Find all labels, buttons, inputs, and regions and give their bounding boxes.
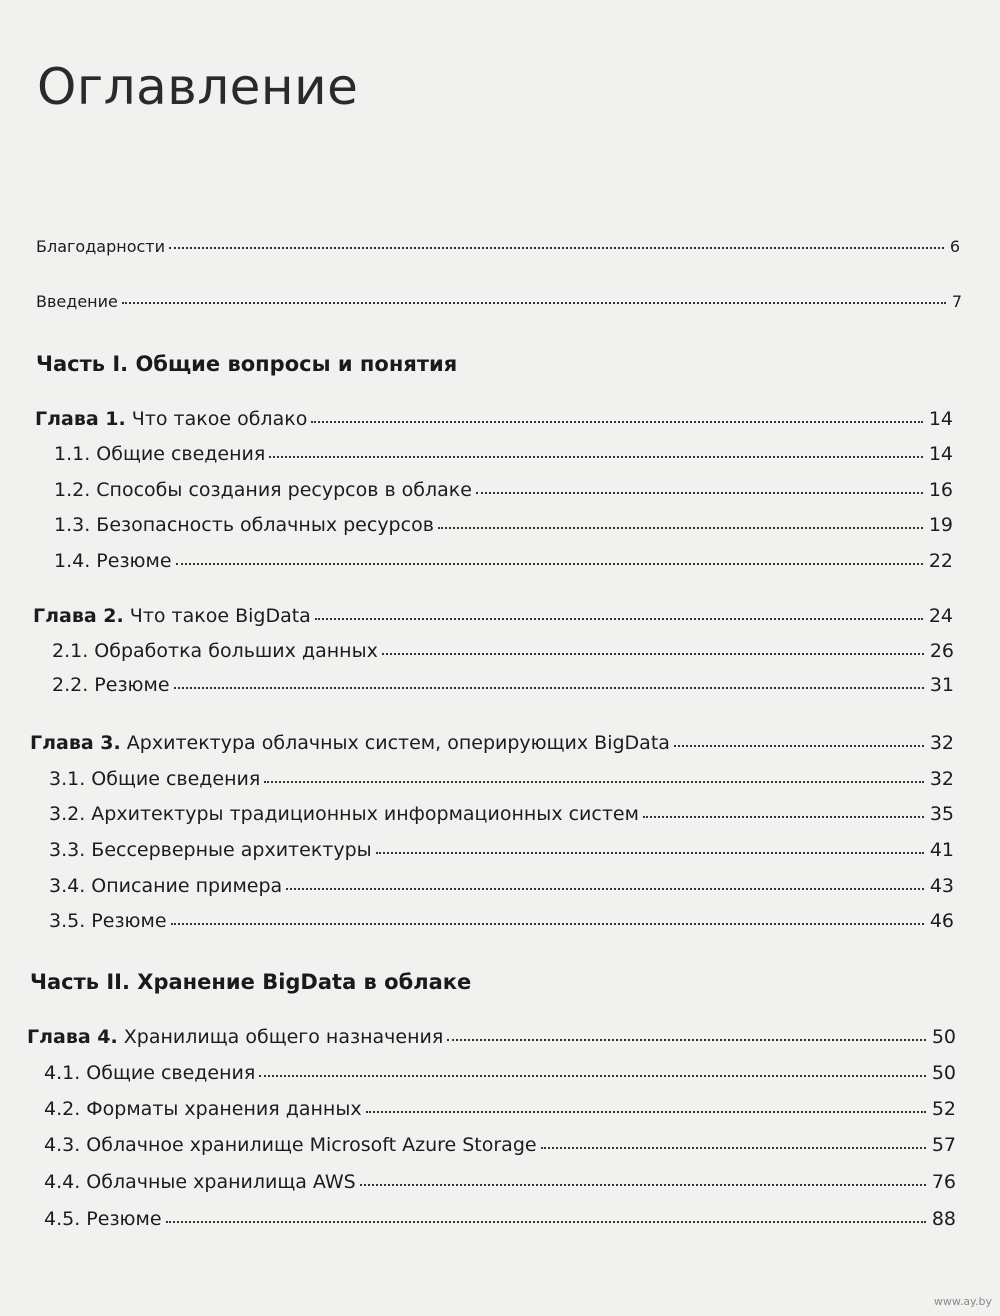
toc-label: 3.2. Архитектуры традиционных информационных систем: [49, 803, 639, 825]
leader-dots: [174, 687, 924, 689]
chapter-title: Архитектура облачных систем, оперирующих BigData: [120, 732, 670, 754]
toc-page: 50: [931, 1062, 956, 1084]
toc-label: 3.4. Описание примера: [49, 875, 283, 897]
toc-section[interactable]: [0, 435, 1000, 465]
leader-dots: [360, 1184, 926, 1186]
toc-section[interactable]: [0, 542, 1000, 572]
watermark: www.ay.by: [933, 1295, 992, 1308]
toc-label: Благодарности: [36, 237, 165, 256]
toc-page: 31: [929, 674, 954, 696]
toc-section[interactable]: [0, 902, 1000, 932]
leader-dots: [286, 888, 924, 890]
leader-dots: [438, 527, 923, 529]
leader-dots: [643, 816, 924, 818]
toc-label: 1.3. Безопасность облачных ресурсов: [54, 514, 434, 536]
leader-dots: [541, 1147, 926, 1149]
leader-dots: [269, 456, 923, 458]
toc-chapter-3[interactable]: [0, 724, 1000, 754]
part-heading-1[interactable]: Часть I. Общие вопросы и понятия: [36, 352, 458, 376]
toc-chapter-4[interactable]: [0, 1018, 1000, 1048]
leader-dots: [171, 923, 924, 925]
leader-dots: [447, 1039, 926, 1041]
toc-section[interactable]: [0, 760, 1000, 790]
toc-page: 50: [931, 1026, 956, 1048]
toc-page: 43: [929, 875, 954, 897]
toc-entry-acknowledgements[interactable]: [0, 226, 1000, 256]
toc-section[interactable]: [0, 1126, 1000, 1156]
toc-label: 3.1. Общие сведения: [49, 768, 261, 790]
toc-label: 4.1. Общие сведения: [44, 1062, 256, 1084]
toc-page: 7: [951, 292, 962, 311]
toc-page: 14: [928, 443, 953, 465]
toc-section[interactable]: [0, 1054, 1000, 1084]
toc-page: 19: [928, 514, 953, 536]
toc-page: 88: [931, 1208, 956, 1230]
toc-section[interactable]: [0, 1163, 1000, 1193]
toc-page: 14: [928, 408, 953, 430]
toc-section[interactable]: [0, 666, 1000, 696]
toc-label: 4.2. Форматы хранения данных: [44, 1098, 362, 1120]
toc-label: 1.2. Способы создания ресурсов в облаке: [54, 479, 472, 501]
leader-dots: [166, 1221, 926, 1223]
toc-label: 4.3. Облачное хранилище Microsoft Azure Storage: [44, 1134, 537, 1156]
toc-section[interactable]: [0, 1090, 1000, 1120]
toc-label: 1.4. Резюме: [54, 550, 172, 572]
toc-entry-introduction[interactable]: [0, 281, 1000, 311]
toc-page: 52: [931, 1098, 956, 1120]
leader-dots: [176, 563, 923, 565]
leader-dots: [376, 852, 924, 854]
leader-dots: [674, 745, 924, 747]
leader-dots: [259, 1075, 926, 1077]
toc-chapter-1[interactable]: [0, 400, 1000, 430]
part-heading-2[interactable]: Часть II. Хранение BigData в облаке: [30, 970, 472, 994]
toc-page: 26: [929, 640, 954, 662]
chapter-number: Глава 1.: [35, 408, 126, 430]
toc-page: 57: [931, 1134, 956, 1156]
leader-dots: [311, 421, 922, 423]
toc-section[interactable]: [0, 632, 1000, 662]
toc-section[interactable]: [0, 1200, 1000, 1230]
leader-dots: [264, 781, 924, 783]
page-title: Оглавление: [37, 58, 359, 116]
toc-page: 76: [931, 1171, 956, 1193]
toc-page: 16: [928, 479, 953, 501]
chapter-number: Глава 3.: [30, 732, 121, 754]
leader-dots: [366, 1111, 926, 1113]
toc-section[interactable]: [0, 831, 1000, 861]
toc-label: 1.1. Общие сведения: [54, 443, 266, 465]
toc-page: 22: [928, 550, 953, 572]
toc-section[interactable]: [0, 795, 1000, 825]
toc-page: 32: [929, 732, 954, 754]
leader-dots: [169, 247, 944, 249]
leader-dots: [476, 492, 923, 494]
toc-page: 6: [949, 237, 960, 256]
toc-section[interactable]: [0, 471, 1000, 501]
toc-label: Введение: [36, 292, 118, 311]
toc-label: 3.5. Резюме: [49, 910, 167, 932]
chapter-title: Хранилища общего назначения: [117, 1026, 444, 1048]
chapter-title: Что такое облако: [125, 408, 308, 430]
toc-page: 46: [929, 910, 954, 932]
leader-dots: [382, 653, 924, 655]
toc-page: 32: [929, 768, 954, 790]
toc-label: 2.1. Обработка больших данных: [52, 640, 378, 662]
leader-dots: [122, 302, 946, 304]
toc-label: 3.3. Бессерверные архитектуры: [49, 839, 372, 861]
toc-section[interactable]: [0, 867, 1000, 897]
toc-page: 35: [929, 803, 954, 825]
toc-page: 24: [928, 605, 953, 627]
leader-dots: [315, 618, 923, 620]
toc-section[interactable]: [0, 506, 1000, 536]
toc-label: 4.4. Облачные хранилища AWS: [44, 1171, 356, 1193]
toc-label: 4.5. Резюме: [44, 1208, 162, 1230]
chapter-number: Глава 2.: [33, 605, 124, 627]
chapter-number: Глава 4.: [27, 1026, 118, 1048]
toc-label: 2.2. Резюме: [52, 674, 170, 696]
toc-chapter-2[interactable]: [0, 597, 1000, 627]
chapter-title: Что такое BigData: [123, 605, 311, 627]
toc-page: 41: [929, 839, 954, 861]
